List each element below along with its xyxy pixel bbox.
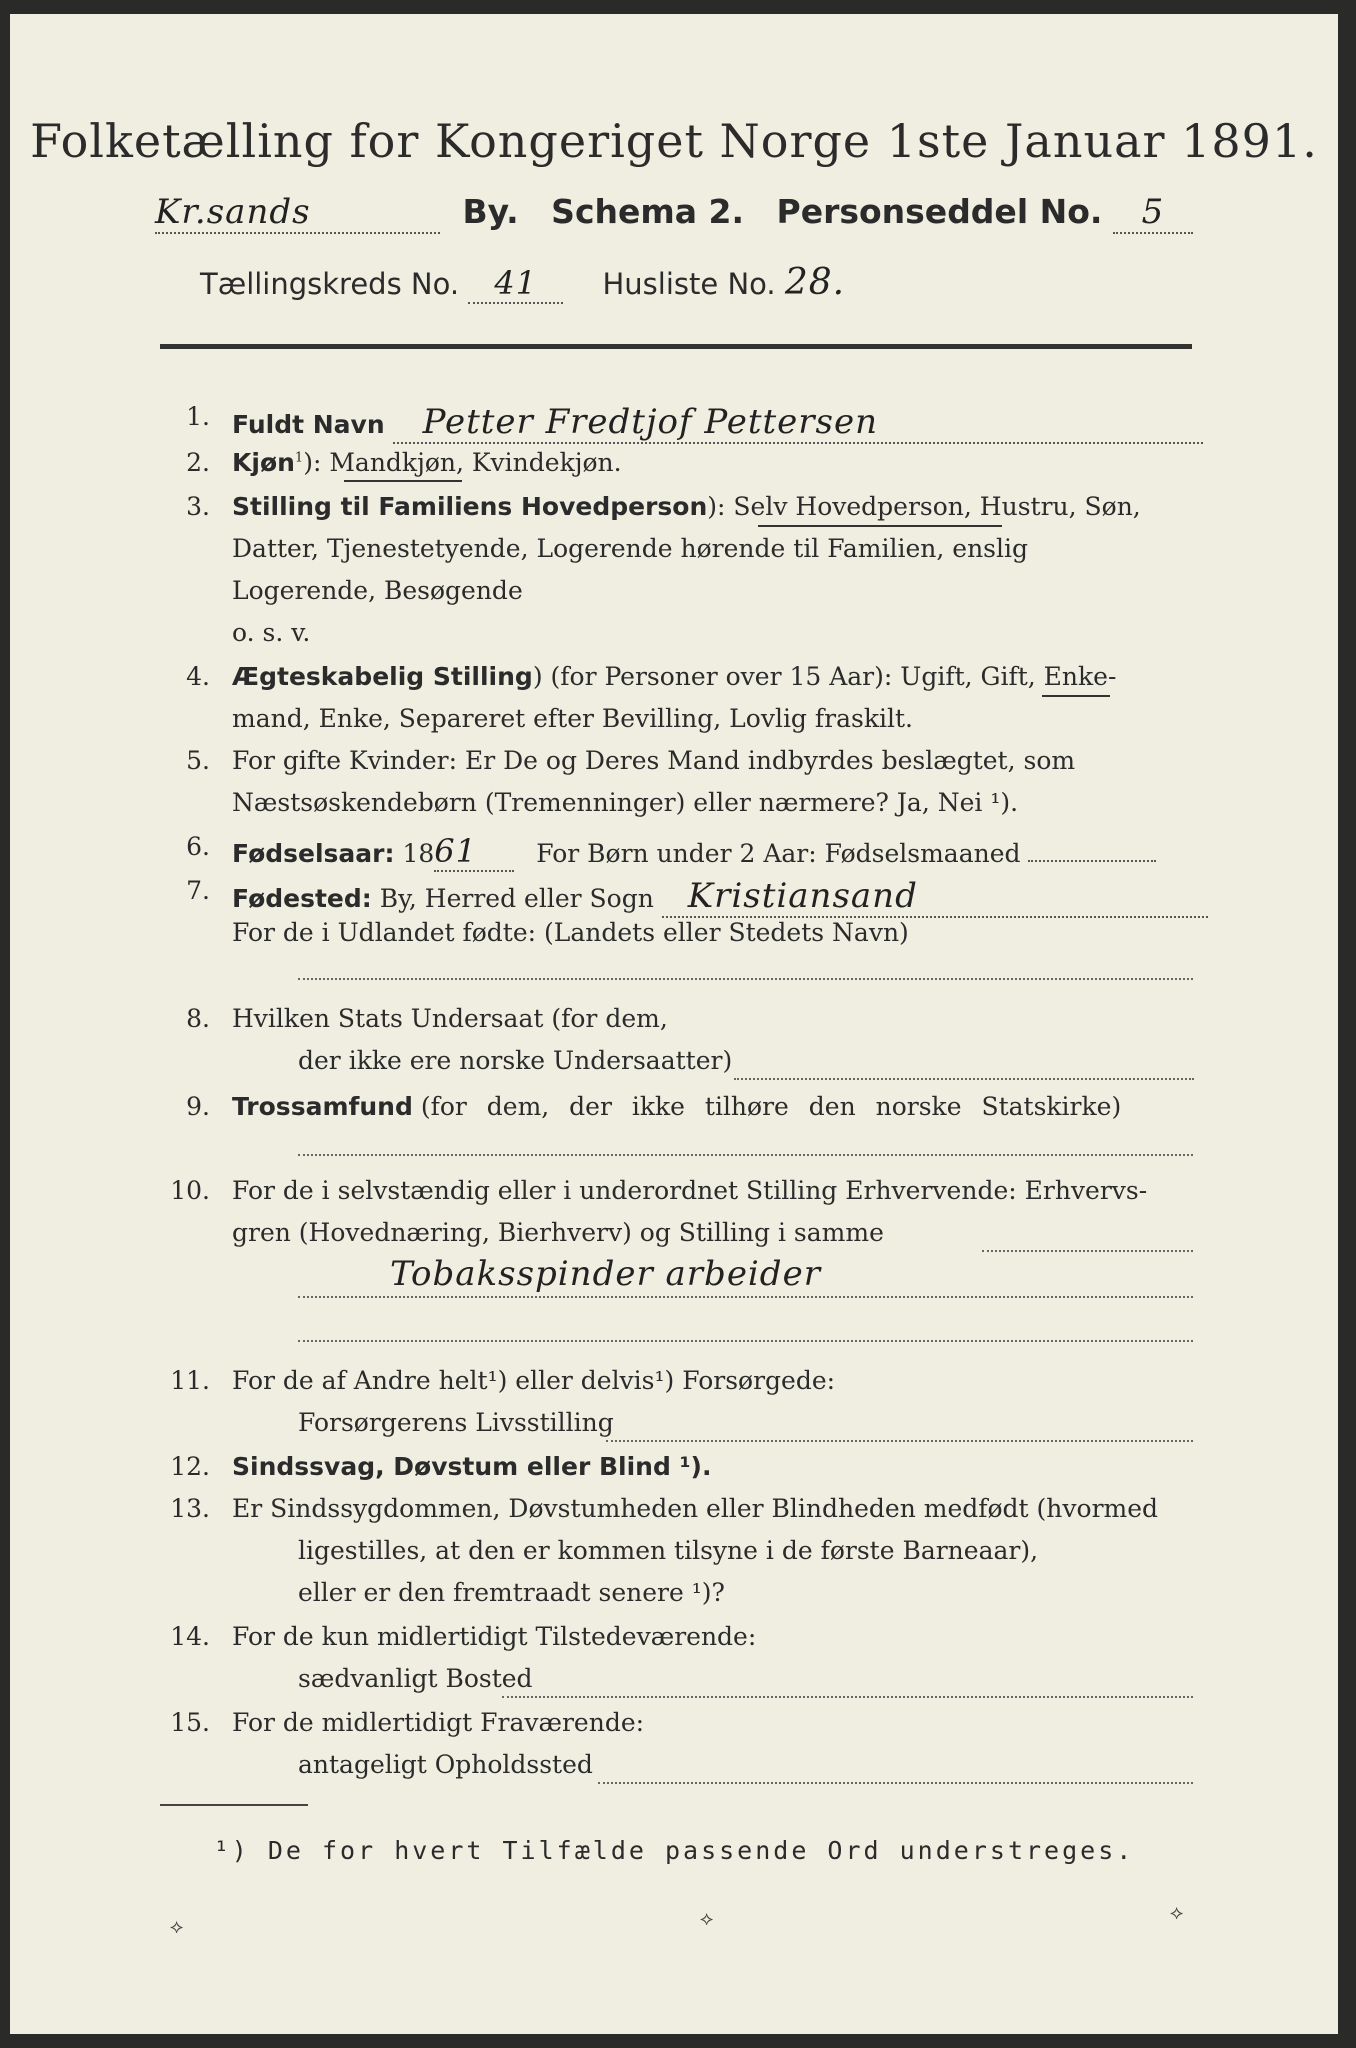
- item-number: 5.: [186, 746, 210, 775]
- item-number: 2.: [186, 448, 210, 477]
- item-4: [232, 662, 1116, 691]
- krets-no: 41: [468, 264, 563, 304]
- item-9: [232, 1092, 1121, 1121]
- gender-underline: [344, 480, 462, 482]
- married-women-question: For gifte Kvinder: Er De og Deres Mand indbyrdes beslægtet, som: [232, 746, 1076, 775]
- header-line-schema: [155, 192, 1193, 234]
- by-label: By.: [462, 192, 519, 231]
- birth-month-label: For Børn under 2 Aar: Fødselsmaaned: [536, 839, 1021, 868]
- gender-options: ): Mandkjøn, Kvindekjøn.: [303, 448, 622, 477]
- married-women-question-2: Næstsøskendebørn (Tremenninger) eller nærmere? Ja, Nei ¹).: [232, 788, 1019, 817]
- religion-label: Trossamfund: [232, 1092, 413, 1121]
- citizenship-question: Hvilken Stats Undersaat (for dem,: [232, 1004, 668, 1033]
- birth-year-prefix: 18: [402, 839, 435, 868]
- item-number: 6.: [186, 832, 210, 861]
- position-label: Stilling til Familiens Hovedperson: [232, 492, 708, 521]
- registration-mark-icon: ⟡: [700, 1906, 714, 1930]
- item-number: 10.: [170, 1176, 210, 1205]
- citizenship-field: [734, 1078, 1194, 1080]
- occupation-value: Tobaksspinder arbeider: [390, 1254, 821, 1294]
- full-name-label: Fuldt Navn: [232, 410, 385, 439]
- item-number: 14.: [170, 1622, 210, 1651]
- registration-mark-icon: ⟡: [170, 1914, 184, 1938]
- temporary-absent-question: For de midlertidigt Fraværende:: [232, 1708, 645, 1737]
- occupation-field-2: [298, 1296, 1193, 1298]
- temporary-present-question: For de kun midlertidigt Tilstedeværende:: [232, 1622, 757, 1651]
- supported-question: For de af Andre helt¹) eller delvis¹) Forsørgede:: [232, 1366, 836, 1395]
- item-3: [232, 492, 1141, 521]
- item-number: 11.: [170, 1366, 210, 1395]
- item-number: 15.: [170, 1708, 210, 1737]
- position-options-4: o. s. v.: [232, 618, 311, 647]
- registration-mark-icon: ⟡: [1170, 1900, 1184, 1924]
- item-number: 13.: [170, 1494, 210, 1523]
- footnote-rule: [160, 1804, 308, 1806]
- usual-residence-field: [502, 1696, 1193, 1698]
- item-number: 7.: [186, 876, 210, 905]
- usual-residence-label: sædvanligt Bosted: [298, 1664, 533, 1693]
- husliste-no: 28.: [784, 262, 846, 303]
- position-underline: [758, 525, 1002, 527]
- item-7: [232, 876, 1208, 918]
- item-number: 9.: [186, 1092, 210, 1121]
- item-6: [232, 832, 1156, 872]
- congenital-question-2: ligestilles, at den er kommen tilsyne i de første Barneaar),: [298, 1536, 1039, 1565]
- header-rule: [160, 344, 1192, 349]
- item-number: 4.: [186, 662, 210, 691]
- birth-year-value: 61: [434, 832, 514, 872]
- congenital-question-3: eller er den fremtraadt senere ¹)?: [298, 1578, 725, 1607]
- position-options-3: Logerende, Besøgende: [232, 576, 523, 605]
- religion-question: (for dem, der ikke tilhøre den norske Statskirke): [420, 1092, 1122, 1121]
- birthplace-options: By, Herred eller Sogn: [379, 884, 654, 913]
- citizenship-question-2: der ikke ere norske Undersaatter): [298, 1046, 733, 1075]
- position-options: ): Selv Hovedperson, Hustru, Søn,: [707, 492, 1141, 521]
- item-1: [232, 402, 1203, 444]
- birth-month-field: [1028, 860, 1156, 862]
- supporter-field: [606, 1440, 1193, 1442]
- occupation-field-3: [298, 1340, 1193, 1342]
- marital-options: ) (for Personer over 15 Aar): Ugift, Gift, Enke-: [532, 662, 1117, 691]
- full-name-value: Petter Fredtjof Pettersen: [393, 402, 1203, 444]
- marital-options-2: mand, Enke, Separeret efter Bevilling, Lovlig fraskilt.: [232, 704, 913, 733]
- disability-question: Sindssvag, Døvstum eller Blind ¹).: [232, 1452, 712, 1481]
- marital-label: Ægteskabelig Stilling: [232, 662, 533, 691]
- probable-residence-label: antageligt Opholdssted: [298, 1750, 593, 1779]
- congenital-question: Er Sindssygdommen, Døvstumheden eller Blindheden medfødt (hvormed: [232, 1494, 1159, 1523]
- occupation-question: For de i selvstændig eller i underordnet Stilling Erhvervende: Erhvervs-: [232, 1176, 1148, 1205]
- krets-label: Tællingskreds No.: [200, 267, 460, 301]
- probable-residence-field: [598, 1782, 1193, 1784]
- birthplace-abroad-label: For de i Udlandet fødte: (Landets eller Stedets Navn): [232, 918, 909, 947]
- position-options-2: Datter, Tjenestetyende, Logerende hørende til Familien, enslig: [232, 534, 1029, 563]
- personseddel-no: 5: [1113, 192, 1193, 234]
- header-line-krets: [200, 262, 845, 304]
- schema-label: Schema 2.: [551, 192, 745, 231]
- occupation-question-2: gren (Hovednæring, Bierhverv) og Stilling i samme: [232, 1218, 884, 1247]
- personseddel-label: Personseddel No.: [776, 192, 1103, 231]
- birthplace-abroad-field: [298, 978, 1193, 980]
- birth-year-label: Fødselsaar:: [232, 839, 395, 868]
- item-2: Kjøn$^1$): Mandkjøn, Kvindekjøn.: [232, 448, 622, 477]
- birthplace-label: Fødested:: [232, 884, 372, 913]
- marital-underline: [1042, 695, 1110, 697]
- form-title: Folketælling for Kongeriget Norge 1ste Januar 1891.: [30, 114, 1318, 168]
- city-field: Kr.sands: [155, 192, 440, 234]
- occupation-field-1: [982, 1250, 1193, 1252]
- item-number: 1.: [186, 402, 210, 431]
- item-number: 3.: [186, 492, 210, 521]
- birthplace-value: Kristiansand: [662, 876, 1208, 918]
- supporter-label: Forsørgerens Livsstilling: [298, 1408, 614, 1437]
- footnote: ¹) De for hvert Tilfælde passende Ord understreges.: [213, 1836, 1135, 1865]
- census-form: [10, 14, 1338, 2034]
- item-number: 8.: [186, 1004, 210, 1033]
- gender-label: Kjøn: [232, 448, 295, 477]
- husliste-label: Husliste No.: [602, 267, 776, 301]
- item-number: 12.: [170, 1452, 210, 1481]
- religion-field: [298, 1154, 1193, 1156]
